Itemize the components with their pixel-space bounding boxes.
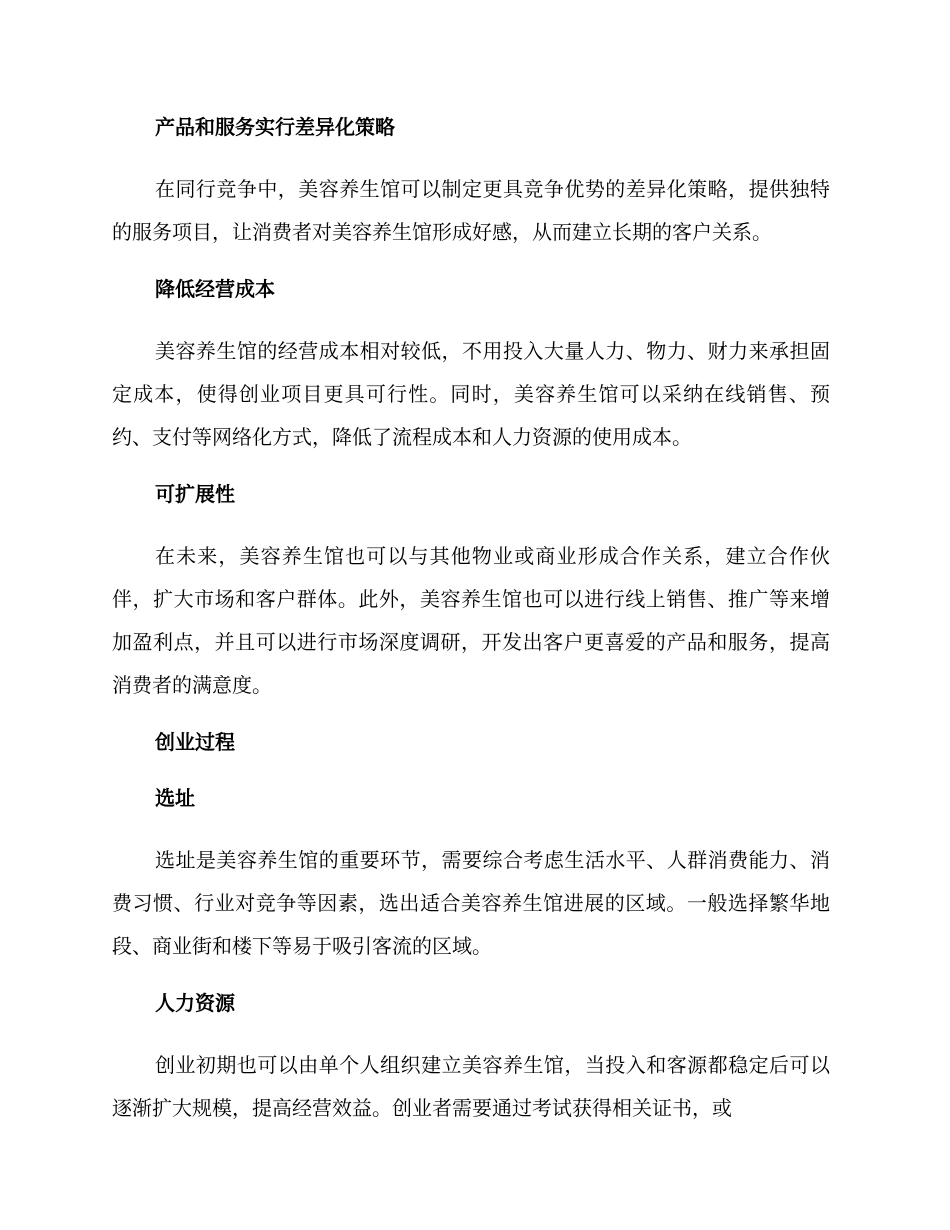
section-heading: 选址 — [155, 786, 195, 810]
section-paragraph: 选址是美容养生馆的重要环节，需要综合考虑生活水平、人群消费能力、消费习惯、行业对竞争等因素，选出适合美容养生馆进展的区域。一般选择繁华地段、商业街和楼下等易于吸引客流的区域。 — [112, 848, 830, 958]
section-paragraph: 创业初期也可以由单个人组织建立美容养生馆，当投入和客源都稳定后可以逐渐扩大规模，提高经营效益。创业者需要通过考试获得相关证书，或 — [112, 1053, 830, 1120]
section-heading: 创业过程 — [155, 730, 235, 754]
section-paragraph: 美容养生馆的经营成本相对较低，不用投入大量人力、物力、财力来承担固定成本，使得创业项目更具可行性。同时，美容养生馆可以采纳在线销售、预约、支付等网络化方式，降低了流程成本和人力资源的使用成本。 — [112, 339, 830, 449]
section-heading: 产品和服务实行差异化策略 — [155, 115, 395, 139]
section-heading: 人力资源 — [155, 991, 235, 1015]
document-body — [112, 112, 830, 1130]
section-heading: 降低经营成本 — [155, 277, 275, 301]
section-paragraph: 在同行竞争中，美容养生馆可以制定更具竞争优势的差异化策略，提供独特的服务项目，让消费者对美容养生馆形成好感，从而建立长期的客户关系。 — [112, 177, 830, 244]
section-paragraph: 在未来，美容养生馆也可以与其他物业或商业形成合作关系，建立合作伙伴，扩大市场和客户群体。此外，美容养生馆也可以进行线上销售、推广等来增加盈利点，并且可以进行市场深度调研，开发出客户更喜爱的产品和服务，提高消费者的满意度。 — [112, 544, 830, 697]
section-heading: 可扩展性 — [155, 482, 235, 506]
